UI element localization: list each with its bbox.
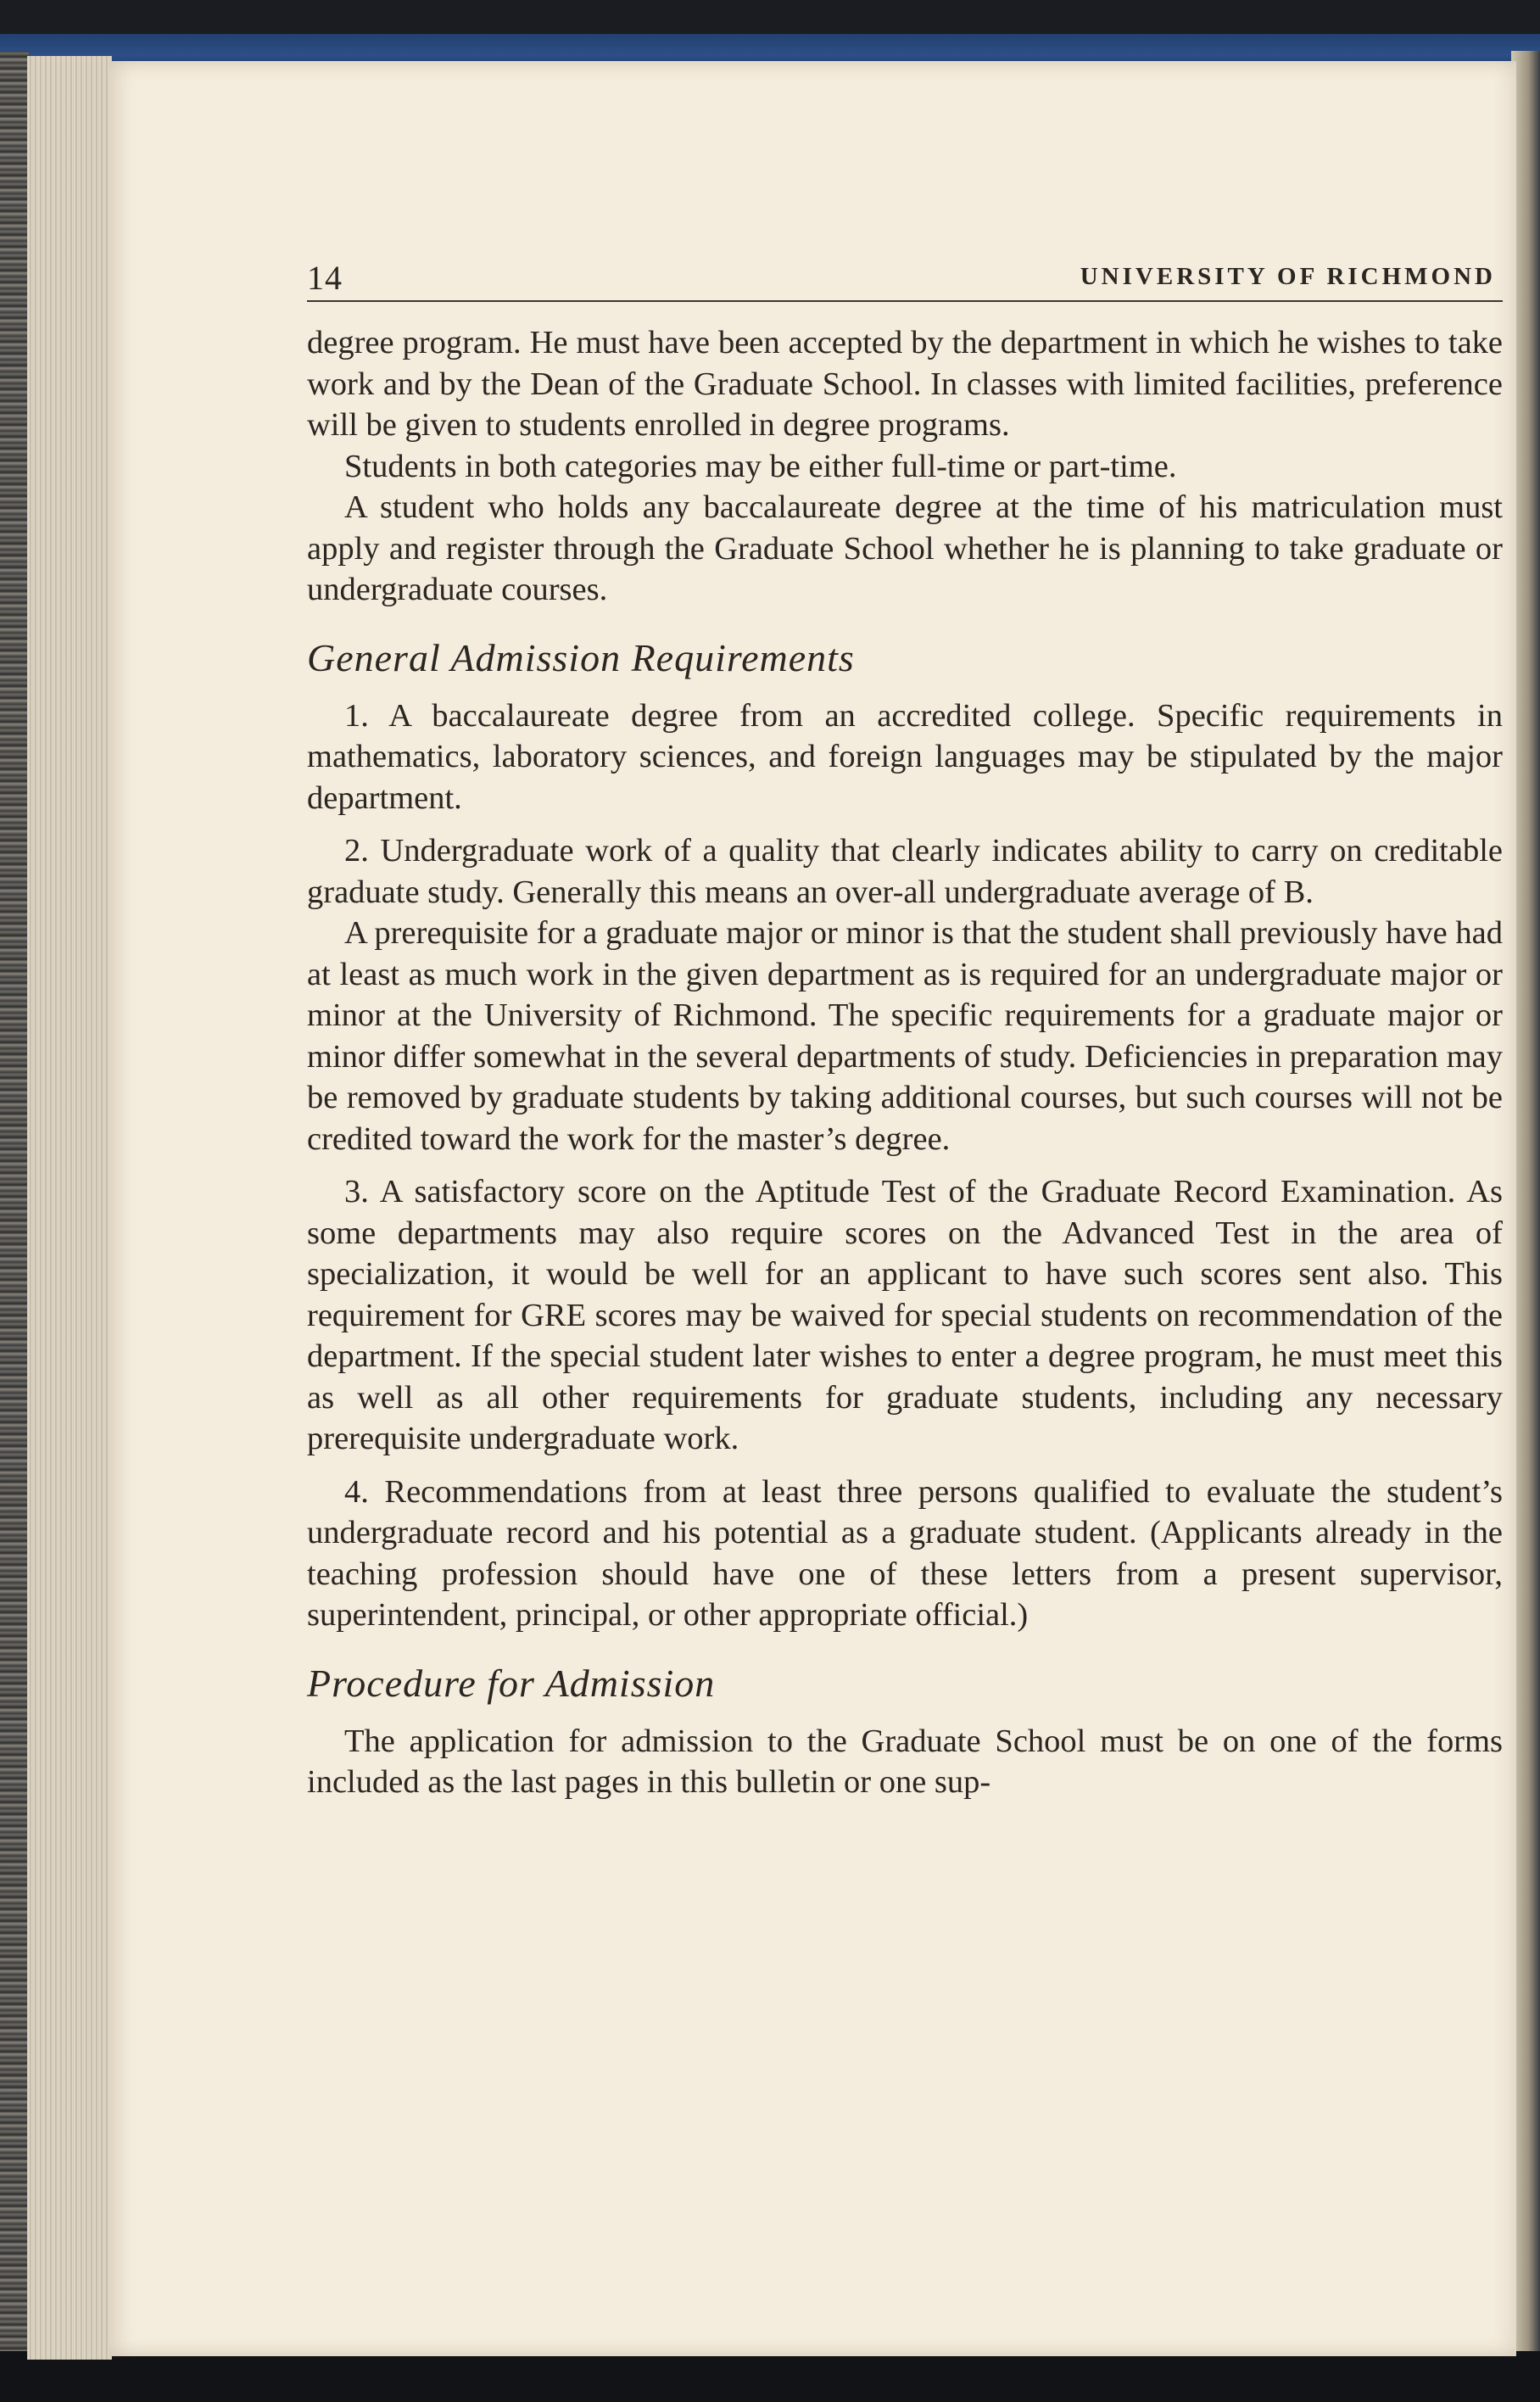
book-page	[109, 61, 1516, 2356]
categories-paragraph: Students in both categories may be either full-time or part-time.	[344, 448, 1177, 484]
section-heading-procedure: Procedure for Admission	[307, 1661, 716, 1705]
running-head: UNIVERSITY OF RICHMOND	[1080, 263, 1496, 290]
baccalaureate-paragraph: A student who holds any baccalaureate degree at the time of his matriculation must apply and register through the Graduate School whether he is planning to take graduate or undergraduate courses.	[307, 489, 1503, 607]
section-heading-general-admission: General Admission Requirements	[307, 635, 855, 679]
book-cover-bottom-edge	[0, 2351, 1540, 2402]
page-body	[307, 322, 1503, 1803]
book-spine	[0, 51, 29, 2358]
stacked-page-edges	[27, 56, 112, 2360]
requirement-4: 4. Recommendations from at least three persons qualified to evaluate the student’s undergraduate record and his potential as a graduate student. (Applicants already in the teaching profession should have one of these letters from a present supervisor, superintendent, principal, or other appropriate official.)	[307, 1473, 1503, 1633]
prerequisite-paragraph: A prerequisite for a graduate major or minor is that the student shall previously have had at least as much work in the given department as is required for an undergraduate major or minor at the University of Richmond. The specific requirements for a graduate major or minor differ somewhat in the several departments of study. Deficiencies in preparation may be removed by graduate students by taking additional courses, but such courses will not be credited toward the work for the master’s degree.	[307, 915, 1503, 1157]
page-header	[307, 244, 1503, 302]
requirement-3: 3. A satisfactory score on the Aptitude Test of the Graduate Record Examination. As some departments may also require scores on the Advanced Test in the area of specialization, it would be well for an applicant to have such scores sent also. This requirement for GRE scores may be waived for special students on recommendation of the department. If the special student later wishes to enter a degree program, he must meet this as well as all other requirements for graduate students, including any necessary prerequisite undergraduate work.	[307, 1174, 1503, 1456]
application-paragraph: The application for admission to the Graduate School must be on one of the forms included as the last pages in this bulletin or one sup-	[307, 1723, 1503, 1800]
continuation-paragraph: degree program. He must have been accepted by the department in which he wishes to take work and by the Dean of the Graduate School. In classes with limited facilities, preference will be given to students enrolled in degree programs.	[307, 325, 1503, 443]
page-number: 14	[307, 259, 343, 297]
requirement-1: 1. A baccalaureate degree from an accredited college. Specific requirements in mathematics, laboratory sciences, and foreign languages may be stipulated by the major department.	[307, 697, 1503, 816]
requirement-2: 2. Undergraduate work of a quality that clearly indicates ability to carry on creditable graduate study. Generally this means an over-all undergraduate average of B.	[307, 833, 1503, 910]
